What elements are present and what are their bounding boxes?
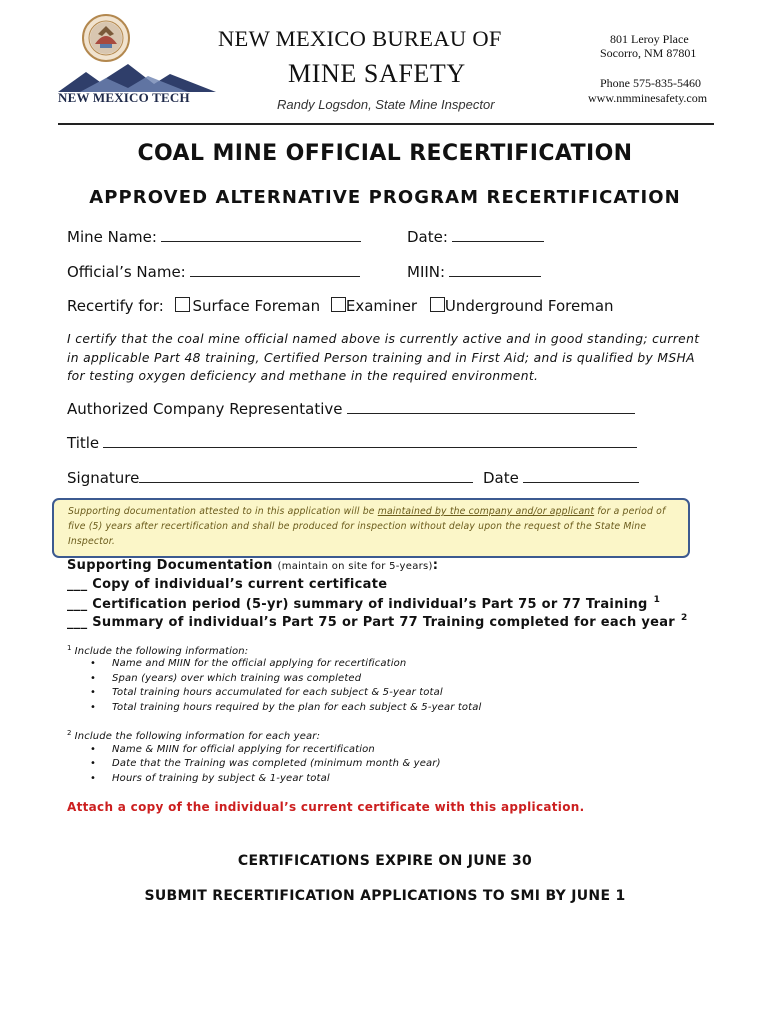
miin-label: MIIN: xyxy=(407,263,446,281)
bullet-text: Total training hours required by the plan for each subject & 5-year total xyxy=(112,702,482,713)
doc-item-certificate[interactable] xyxy=(67,577,387,592)
list-item: • Span (years) over which training was completed xyxy=(90,673,362,684)
logo-text: NEW MEXICO TECH xyxy=(58,90,190,105)
doc-heading-colon: : xyxy=(432,558,439,573)
signature-field[interactable] xyxy=(67,469,473,487)
recertify-row xyxy=(67,297,614,315)
doc-item-text: Summary of individual’s Part 75 or Part 77 Training completed for each year xyxy=(92,615,676,630)
form-subtitle: APPROVED ALTERNATIVE PROGRAM RECERTIFICATION xyxy=(89,187,681,208)
notice-text-before: Supporting documentation attested to in this application will be xyxy=(68,506,378,517)
company-rep-field[interactable] xyxy=(67,400,635,418)
attach-certificate-note: Attach a copy of the individual’s current certificate with this application. xyxy=(67,800,585,814)
bullet-text: Name & MIIN for official applying for recertification xyxy=(112,744,375,755)
doc-item-text: Copy of individual’s current certificate xyxy=(92,577,388,592)
documentation-notice xyxy=(52,498,690,558)
footnote-1-intro xyxy=(67,644,248,657)
title-line[interactable] xyxy=(103,434,637,448)
inspector-name: Randy Logsdon, State Mine Inspector xyxy=(277,97,495,112)
footnote-2-intro xyxy=(67,729,320,742)
bureau-title-line2: MINE SAFETY xyxy=(288,59,466,88)
date-line[interactable] xyxy=(452,228,544,242)
mine-name-field[interactable] xyxy=(67,228,361,246)
mountain-logo-icon xyxy=(58,62,216,92)
signature-date-field[interactable] xyxy=(483,469,639,487)
footnote-intro-text: Include the following information for each year: xyxy=(74,731,321,742)
doc-item-blank[interactable]: ___ xyxy=(67,597,88,612)
examiner-checkbox[interactable] xyxy=(331,297,346,312)
bullet-text: Date that the Training was completed (minimum month & year) xyxy=(112,758,441,769)
surface-foreman-label: Surface Foreman xyxy=(192,297,321,315)
form-title: COAL MINE OFFICIAL RECERTIFICATION xyxy=(137,141,633,166)
date-field[interactable] xyxy=(407,228,544,246)
list-item: • Hours of training by subject & 1-year total xyxy=(90,773,330,784)
submission-deadline-note: SUBMIT RECERTIFICATION APPLICATIONS TO SMI BY JUNE 1 xyxy=(144,888,626,904)
signature-date-label: Date xyxy=(483,469,519,487)
mine-name-label: Mine Name: xyxy=(67,228,157,246)
website-link[interactable]: www.nmminesafety.com xyxy=(588,91,708,105)
notice-text-after: for a period of five (5) years after recertification and shall be produced for inspection without delay upon the request of the State Mine Inspector. xyxy=(68,506,666,547)
signature-label: Signature xyxy=(67,469,140,487)
certification-statement: I certify that the coal mine official named above is currently active and in good standing; current in applicable Part 48 training, Certified Person training and in First Aid; and is qualified by MSHA for testing oxygen deficiency and methane in the required environment. xyxy=(67,332,700,383)
doc-heading-text: Supporting Documentation xyxy=(67,558,273,573)
title-field[interactable] xyxy=(67,434,637,452)
list-item: • Date that the Training was completed (minimum month & year) xyxy=(90,758,441,769)
doc-heading-note: (maintain on site for 5-years) xyxy=(277,561,433,572)
doc-item-period-summary[interactable] xyxy=(67,595,660,612)
underground-foreman-checkbox[interactable] xyxy=(430,297,445,312)
signature-line[interactable] xyxy=(139,469,473,483)
expiration-note: CERTIFICATIONS EXPIRE ON JUNE 30 xyxy=(237,853,533,869)
footnote-mark: 2 xyxy=(67,729,72,737)
state-seal-icon xyxy=(82,14,130,62)
title-label: Title xyxy=(67,434,100,452)
supporting-documentation-heading xyxy=(67,558,438,573)
mine-name-line[interactable] xyxy=(161,228,361,242)
doc-item-text: Certification period (5-yr) summary of individual’s Part 75 or 77 Training xyxy=(92,597,648,612)
footnote-ref-1: 1 xyxy=(653,595,661,605)
official-name-label: Official’s Name: xyxy=(67,263,186,281)
doc-item-yearly-summary[interactable] xyxy=(67,613,688,630)
official-name-line[interactable] xyxy=(190,263,360,277)
official-name-field[interactable] xyxy=(67,263,360,281)
examiner-label: Examiner xyxy=(345,297,418,315)
footnote-mark: 1 xyxy=(67,644,72,652)
bullet-text: Span (years) over which training was completed xyxy=(112,673,362,684)
miin-line[interactable] xyxy=(449,263,541,277)
recertify-label: Recertify for: xyxy=(67,297,164,315)
date-label: Date: xyxy=(407,228,448,246)
list-item: • Name & MIIN for official applying for recertification xyxy=(90,744,375,755)
bureau-title-line1: NEW MEXICO BUREAU OF xyxy=(218,26,502,51)
footnote-ref-2: 2 xyxy=(681,613,688,623)
footnote-intro-text: Include the following information: xyxy=(74,646,249,657)
phone-number: Phone 575-835-5460 xyxy=(600,76,701,90)
doc-item-blank[interactable]: ___ xyxy=(67,577,88,592)
miin-field[interactable] xyxy=(407,263,541,281)
list-item: • Total training hours accumulated for each subject & 5-year total xyxy=(90,687,443,698)
address-line2: Socorro, NM 87801 xyxy=(600,46,697,60)
signature-date-line[interactable] xyxy=(523,469,639,483)
doc-item-blank[interactable]: ___ xyxy=(67,615,88,630)
bullet-text: Name and MIIN for the official applying for recertification xyxy=(112,658,407,669)
bullet-text: Hours of training by subject & 1-year total xyxy=(112,773,330,784)
list-item: • Name and MIIN for the official applying for recertification xyxy=(90,658,407,669)
notice-text-underlined: maintained by the company and/or applicant xyxy=(377,506,595,517)
list-item: • Total training hours required by the plan for each subject & 5-year total xyxy=(90,702,482,713)
underground-foreman-label: Underground Foreman xyxy=(444,297,614,315)
address-line1: 801 Leroy Place xyxy=(610,32,689,46)
surface-foreman-checkbox[interactable] xyxy=(175,297,190,312)
company-rep-label: Authorized Company Representative xyxy=(67,400,343,418)
bullet-text: Total training hours accumulated for each subject & 5-year total xyxy=(112,687,443,698)
header-divider xyxy=(58,123,714,125)
company-rep-line[interactable] xyxy=(347,400,635,414)
